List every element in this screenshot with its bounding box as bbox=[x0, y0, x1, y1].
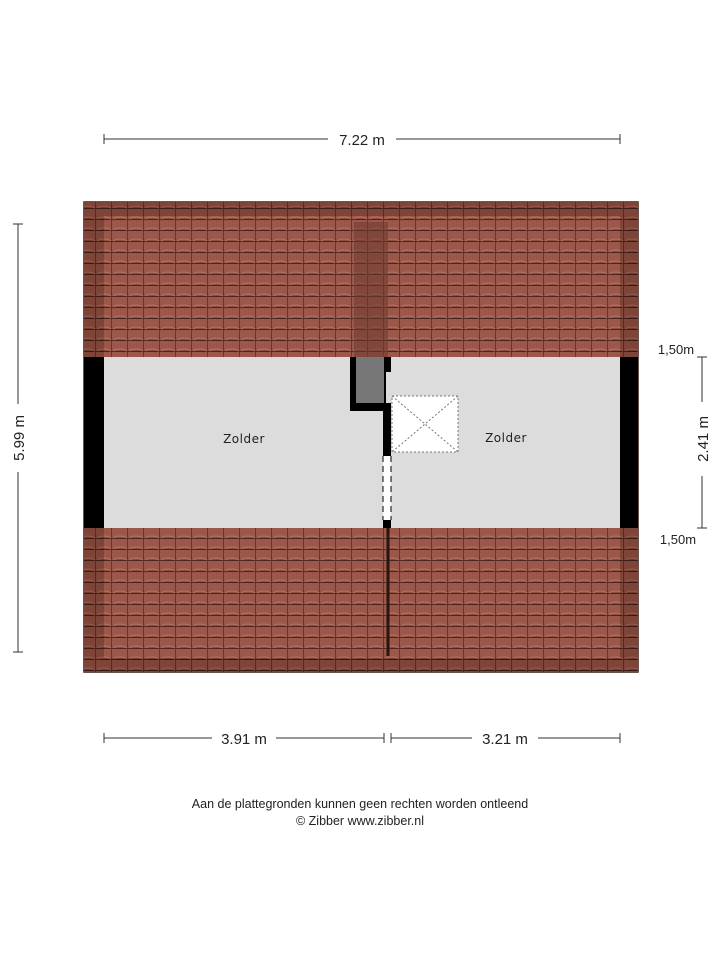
footer bbox=[0, 796, 720, 830]
disclaimer-text: Aan de plattegronden kunnen geen rechten worden ontleend bbox=[191, 797, 529, 811]
room-label-right: Zolder bbox=[485, 431, 527, 445]
height-upper-label: 1,50m bbox=[657, 342, 695, 357]
dimension-total-depth bbox=[11, 224, 28, 652]
partition-wall bbox=[383, 403, 391, 528]
dimension-heights bbox=[658, 342, 712, 547]
door-opening bbox=[383, 456, 391, 520]
height-middle-label: 2.41 m bbox=[695, 416, 712, 462]
height-lower-label: 1,50m bbox=[659, 532, 697, 547]
right-width-label: 3.21 m bbox=[482, 731, 528, 748]
dimension-right-width bbox=[391, 731, 620, 748]
dimension-left-width bbox=[104, 731, 384, 748]
room-label-left: Zolder bbox=[223, 432, 265, 446]
skylight bbox=[392, 396, 458, 452]
total-width-label: 7.22 m bbox=[339, 132, 385, 149]
total-depth-label: 5.99 m bbox=[11, 415, 28, 461]
chimney bbox=[350, 357, 391, 411]
left-width-label: 3.91 m bbox=[221, 731, 267, 748]
copyright-text: © Zibber www.zibber.nl bbox=[295, 814, 424, 828]
dimension-total-width bbox=[104, 132, 620, 149]
